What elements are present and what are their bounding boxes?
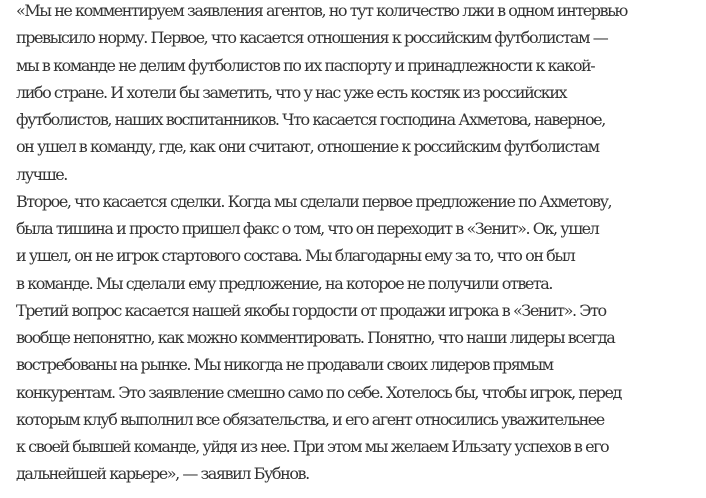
text-line: футболистов, наших воспитанников. Что касается господина Ахметова, наверное, [16, 110, 605, 129]
text-line: которым клуб выполнил все обязательства, и его агент относились уважительнее [16, 409, 604, 429]
text-line: была тишина и просто пришел факс о том, что он переходит в «Зенит». Ок, ушел [16, 219, 599, 238]
text-line: дальнейшей карьере», — заявил Бубнов. [16, 464, 309, 484]
text-line: конкурентам. Это заявление смешно само по себе. Хотелось бы, чтобы игрок, перед [16, 382, 621, 402]
text-line: Второе, что касается сделки. Когда мы сделали первое предложение по Ахметову, [16, 191, 612, 211]
text-line: и ушел, он не игрок стартового состава. Мы благодарны ему за то, что он был [16, 246, 575, 266]
text-line: к своей бывшей команде, уйдя из нее. При этом мы желаем Ильзату успехов в его [16, 437, 609, 456]
text-line: превысило норму. Первое, что касается отношения к российским футболистам — [16, 28, 608, 48]
text-line: мы в команде не делим футболистов по их паспорту и принадлежности к какой- [16, 55, 595, 75]
text-line: востребованы на рынке. Мы никогда не продавали своих лидеров прямым [16, 355, 553, 375]
text-line: в команде. Мы сделали ему предложение, на которое не получили ответа. [16, 273, 553, 293]
text-line: либо стране. И хотели бы заметить, что у нас уже есть костяк из российских [16, 82, 567, 102]
text-line: Третий вопрос касается нашей якобы гордости от продажи игрока в «Зенит». Это [16, 300, 606, 320]
text-line: он ушел в команду, где, как они считают, отношение к российским футболистам [16, 137, 599, 157]
text-line: «Мы не комментируем заявления агентов, но тут количество лжи в одном интервью [16, 1, 627, 20]
text-line: вообще непонятно, как можно комментировать. Понятно, что наши лидеры всегда [16, 328, 615, 347]
text-line: лучше. [16, 164, 67, 184]
